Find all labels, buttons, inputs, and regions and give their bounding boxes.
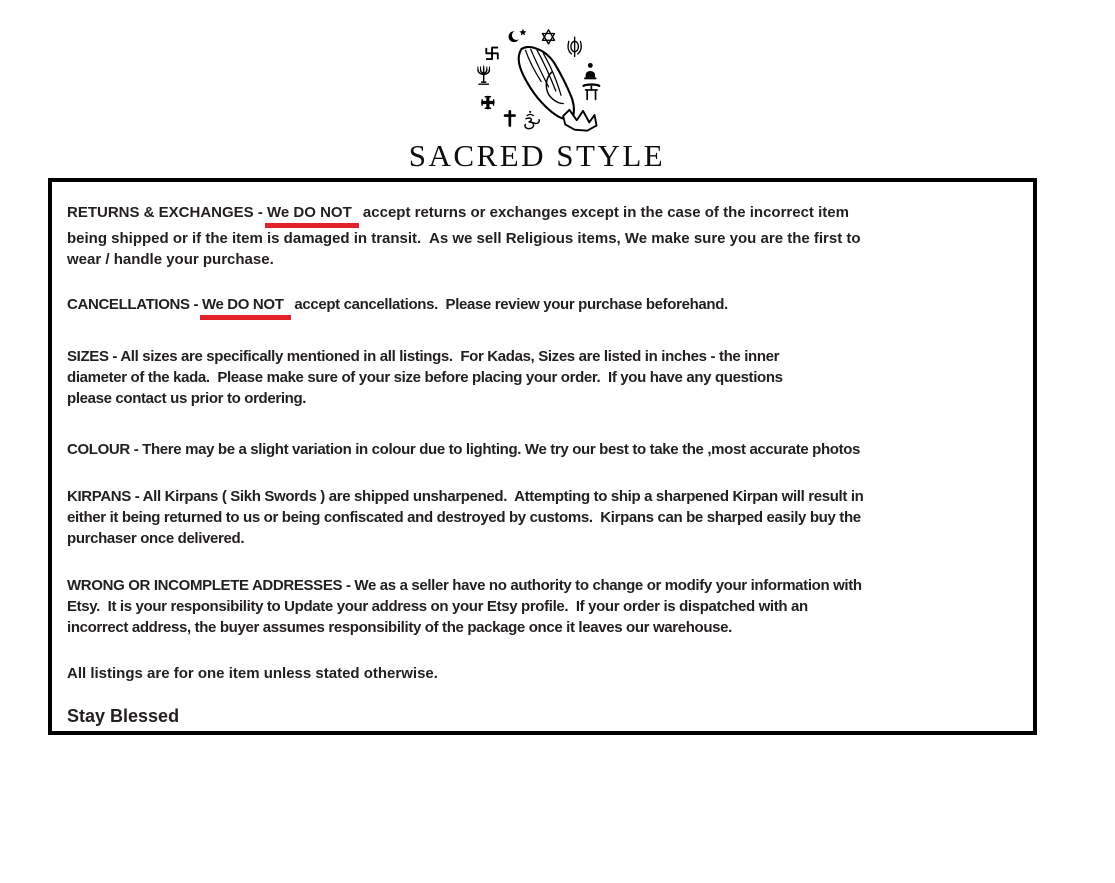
brand-name: SACRED STYLE bbox=[408, 138, 666, 173]
policy-text: All listings are for one item unless stated otherwise. bbox=[67, 665, 438, 682]
policy-text: KIRPANS - All Kirpans ( Sikh Swords ) are shipped unsharpened. Attempting to ship a sharpened Kirpan will result in bbox=[67, 488, 864, 505]
latin-cross-icon bbox=[505, 111, 514, 125]
policy-paragraph-addresses bbox=[67, 575, 1025, 638]
policy-line bbox=[67, 486, 1025, 507]
red-underlined-text: We DO NOT bbox=[200, 294, 291, 320]
torii-gate-icon bbox=[584, 85, 600, 100]
swastika-icon bbox=[486, 48, 498, 60]
policy-text: accept returns or exchanges except in the case of the incorrect item bbox=[358, 204, 849, 221]
policy-line bbox=[67, 663, 1025, 684]
brand-logo bbox=[408, 22, 666, 174]
policy-paragraph-one-item bbox=[67, 663, 1025, 684]
policy-line bbox=[67, 528, 1025, 549]
crescent-and-star-icon bbox=[509, 29, 527, 42]
policy-line bbox=[67, 367, 1025, 388]
policy-text: please contact us prior to ordering. bbox=[67, 390, 307, 407]
policy-text: either it being returned to us or being confiscated and destroyed by customs. Kirpans can be sharped easily buy the bbox=[67, 509, 861, 526]
policy-text: purchaser once delivered. bbox=[67, 530, 245, 547]
policy-text: SIZES - All sizes are specifically mentioned in all listings. For Kadas, Sizes are listed in inches - the inner bbox=[67, 348, 780, 365]
policy-line bbox=[67, 596, 1025, 617]
policy-paragraph-colour bbox=[67, 439, 1025, 460]
policy-line bbox=[67, 575, 1025, 596]
policy-paragraph-returns bbox=[67, 202, 1025, 270]
buddha-icon bbox=[584, 63, 596, 79]
cross-pattee-icon bbox=[482, 97, 494, 109]
policy-text: WRONG OR INCOMPLETE ADDRESSES - We as a seller have no authority to change or modify your information with bbox=[67, 577, 862, 594]
policy-line bbox=[67, 507, 1025, 528]
policy-text: diameter of the kada. Please make sure of your size before placing your order. If you have any questions bbox=[67, 369, 783, 386]
policy-text: being shipped or if the item is damaged in transit. As we sell Religious items, We make sure you are the first to bbox=[67, 230, 861, 247]
policy-box bbox=[48, 178, 1037, 735]
policy-line bbox=[67, 617, 1025, 638]
policy-paragraph-cancellations bbox=[67, 294, 1025, 320]
policy-paragraph-kirpans bbox=[67, 486, 1025, 549]
policy-line bbox=[67, 346, 1025, 367]
policy-text: RETURNS & EXCHANGES - bbox=[67, 204, 268, 221]
policy-paragraph-signoff bbox=[67, 706, 1025, 727]
policy-text: CANCELLATIONS - bbox=[67, 296, 202, 313]
policy-text: COLOUR - There may be a slight variation in colour due to lighting. We try our best to take the ,most accurate photos bbox=[67, 441, 861, 458]
khanda-icon bbox=[568, 37, 581, 56]
praying-hands-logo bbox=[462, 22, 612, 137]
policy-line bbox=[67, 439, 1025, 460]
policy-line bbox=[67, 294, 1025, 320]
red-underlined-text: We DO NOT bbox=[265, 202, 359, 228]
om-icon bbox=[525, 111, 539, 129]
policy-text: incorrect address, the buyer assumes responsibility of the package once it leaves our warehouse. bbox=[67, 619, 732, 636]
policy-text: wear / handle your purchase. bbox=[67, 251, 274, 268]
policy-line bbox=[67, 706, 1025, 727]
policy-text: Etsy. It is your responsibility to Update your address on your Etsy profile. If your order is dispatched with an bbox=[67, 598, 808, 615]
policy-line bbox=[67, 228, 1025, 249]
policy-line bbox=[67, 388, 1025, 409]
star-of-david-icon bbox=[542, 30, 554, 44]
policy-line bbox=[67, 202, 1025, 228]
policy-paragraph-sizes bbox=[67, 346, 1025, 409]
policy-line bbox=[67, 249, 1025, 270]
policy-text: accept cancellations. Please review your purchase beforehand. bbox=[290, 296, 728, 313]
policy-text: Stay Blessed bbox=[67, 706, 180, 726]
menorah-icon bbox=[478, 66, 490, 84]
